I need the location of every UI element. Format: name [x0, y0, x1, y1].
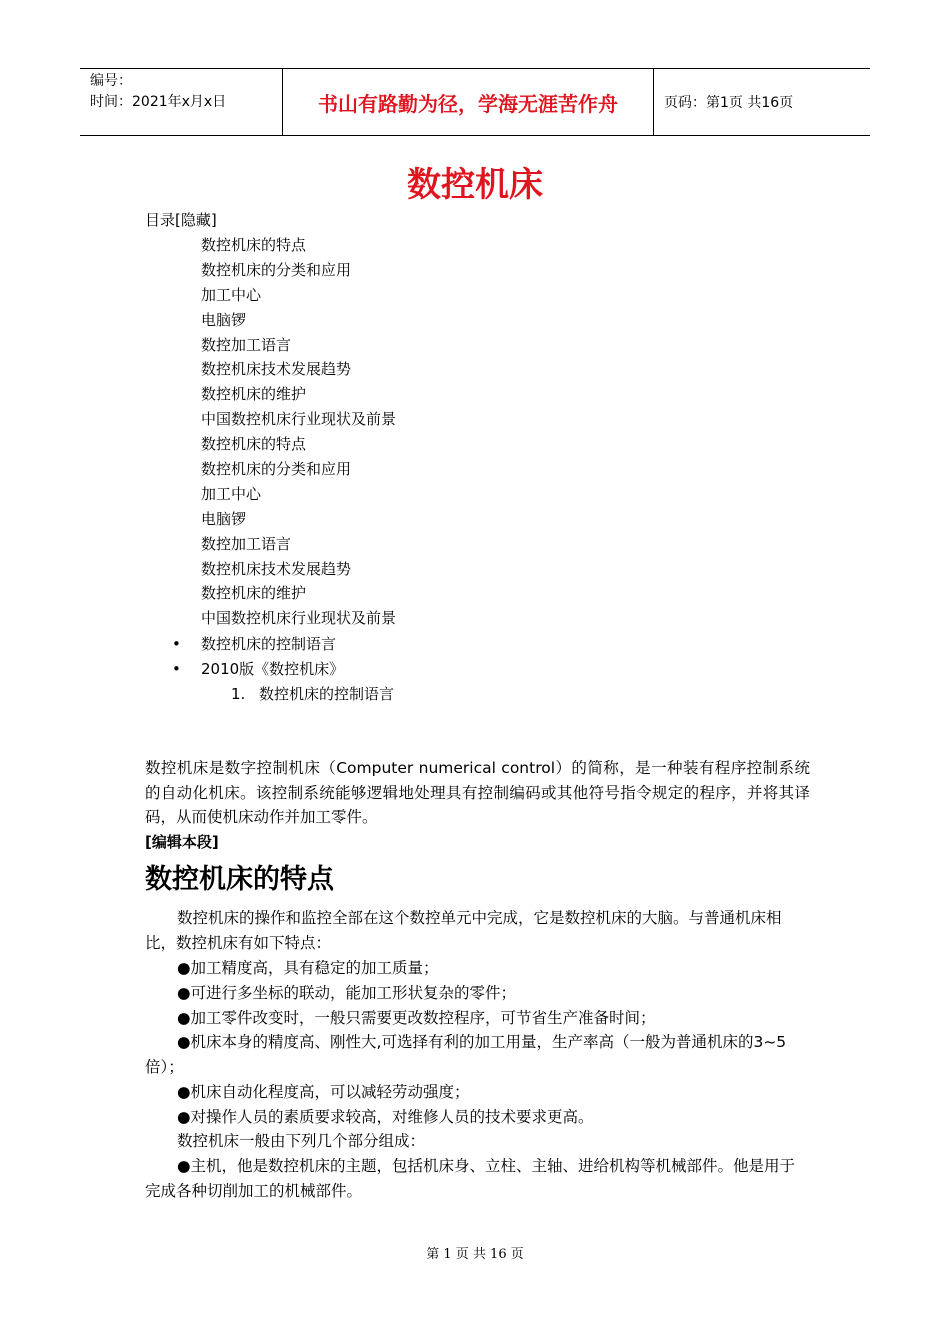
document-number-label: 编号： [90, 73, 132, 89]
header-left-cell [80, 69, 282, 135]
toc-number: 1. [231, 685, 246, 703]
toc-link[interactable]: 数控机床技术发展趋势 [201, 360, 352, 379]
document-title: 数控机床 [407, 165, 543, 205]
toc-link[interactable]: 数控加工语言 [201, 335, 292, 354]
toc-link[interactable]: 电脑锣 [201, 310, 247, 329]
toc-link[interactable]: 中国数控机床行业现状及前景 [201, 609, 397, 628]
toc-link[interactable]: 数控机床的分类和应用 [201, 260, 352, 279]
toc-link[interactable]: 数控机床技术发展趋势 [201, 559, 352, 578]
toc-link[interactable]: 数控机床的维护 [201, 584, 307, 603]
toc-link[interactable]: 电脑锣 [201, 509, 247, 528]
toc-link[interactable]: 数控加工语言 [201, 534, 292, 553]
toc-link[interactable]: 数控机床的特点 [201, 435, 307, 454]
page-footer: 第 1 页 共 16 页 [426, 1247, 524, 1262]
toc-link[interactable]: 加工中心 [201, 484, 262, 503]
toc-numbered-item[interactable] [231, 682, 394, 707]
header-page-info: 页码：第1页 共16页 [664, 95, 794, 111]
component-item: ●主机，他是数控机床的主题，包括机床身、立柱、主轴、进给机构等机械部件。他是用于完成各种切削加工的机械部件。 [145, 1157, 796, 1200]
toc-link[interactable]: 数控机床的分类和应用 [201, 460, 352, 479]
toc-link[interactable]: 加工中心 [201, 285, 262, 304]
toc-link[interactable]: 数控机床的维护 [201, 385, 307, 404]
toc-bullet-list [172, 632, 344, 682]
toc-bullet-link[interactable]: • 数控机床的控制语言 [172, 632, 344, 657]
edit-section-link[interactable]: [编辑本段] [145, 833, 219, 851]
toc-bullet-link[interactable]: • 2010版《数控机床》 [172, 657, 344, 682]
feature-item: ●对操作人员的素质要求较高，对维修人员的技术要求更高。 [177, 1108, 594, 1126]
feature-item: ●机床本身的精度高、刚性大,可选择有利的加工用量，生产率高（一般为普通机床的3~5倍）； [145, 1033, 787, 1076]
toc-heading[interactable]: 目录[隐藏] [145, 211, 217, 229]
section-heading: 数控机床的特点 [145, 864, 334, 895]
feature-item: ●机床自动化程度高，可以减轻劳动强度； [177, 1083, 470, 1101]
toc-link[interactable]: 数控机床的特点 [201, 236, 307, 254]
intro-paragraph: 数控机床是数字控制机床（Computer numerical control）的简称，是一种装有程序控制系统的自动化机床。该控制系统能够逻辑地处理具有控制编码或其他符号指令规定的程序，并将其译码，从而使机床动作并加工零件。 [145, 759, 810, 827]
section-paragraph: 数控机床的操作和监控全部在这个数控单元中完成，它是数控机床的大脑。与普通机床相比，数控机床有如下特点： [145, 909, 782, 952]
feature-item: ●加工零件改变时，一般只需要更改数控程序，可节省生产准备时间； [177, 1009, 656, 1027]
feature-item: ●可进行多坐标的联动，能加工形状复杂的零件； [177, 984, 517, 1002]
components-intro: 数控机床一般由下列几个部分组成： [177, 1132, 426, 1150]
toc-link[interactable]: 中国数控机床行业现状及前景 [201, 410, 397, 429]
feature-item: ●加工精度高，具有稳定的加工质量； [177, 959, 439, 977]
table-of-contents [201, 233, 396, 631]
header-motto: 书山有路勤为径，学海无涯苦作舟 [282, 69, 654, 135]
document-time-label: 时间：2021年x月x日 [90, 94, 227, 110]
header-table [80, 68, 870, 136]
toc-numbered-text: 数控机床的控制语言 [259, 685, 395, 703]
